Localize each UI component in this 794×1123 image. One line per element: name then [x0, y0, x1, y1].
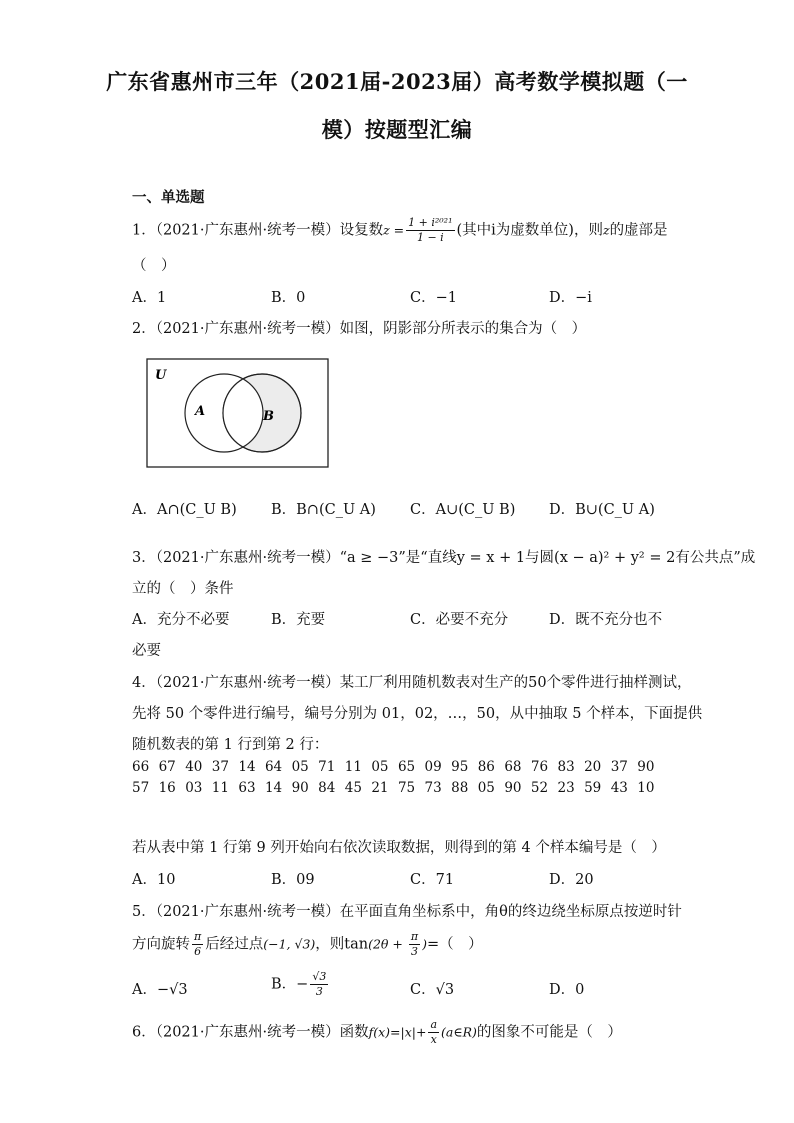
- q6-prefix: 6．（2021·广东惠州·统考一模）函数: [132, 1024, 369, 1041]
- q5-stem-line1: 5．（2021·广东惠州·统考一模）在平面直角坐标系中，角θ的终边绕坐标原点按逆时针: [132, 904, 682, 920]
- q1-option-b[interactable]: B．0: [271, 290, 306, 306]
- q4-option-d[interactable]: D．20: [549, 872, 594, 888]
- q3-option-a[interactable]: A．充分不必要: [132, 612, 230, 628]
- q1-suffix: 的虚部是: [609, 222, 668, 239]
- random-table-cell: 14: [264, 780, 283, 796]
- q5-option-b-den: 3: [315, 985, 323, 998]
- q2-stem: 2．（2021·广东惠州·统考一模）如图，阴影部分所表示的集合为（ ）: [132, 321, 587, 337]
- random-table-cell: 03: [185, 780, 203, 796]
- q5-option-b[interactable]: [271, 970, 330, 999]
- random-table-cell: 59: [584, 780, 602, 796]
- random-table-cell: 83: [557, 759, 575, 775]
- q1-frac-den: 1 − i: [416, 231, 444, 244]
- random-table-cell: 67: [158, 759, 176, 775]
- random-table-cell: 11: [211, 780, 229, 796]
- q3-stem-line2: 立的（ ）条件: [132, 581, 234, 597]
- q2-option-a[interactable]: A．A∩(C_U B): [132, 502, 237, 518]
- q4-stem-line1: 4．（2021·广东惠州·统考一模）某工厂利用随机数表对生产的50个零件进行抽样测试，: [132, 675, 692, 691]
- q5-pi3-num: π: [410, 930, 419, 943]
- random-table-cell: 40: [185, 759, 203, 775]
- venn-diagram: [146, 358, 330, 470]
- random-table-cell: 64: [264, 759, 283, 775]
- random-table-cell: 75: [397, 780, 416, 796]
- q6-fraction: [428, 1018, 439, 1047]
- q5-expr-end: ): [422, 936, 427, 952]
- random-table-cell: 57: [132, 780, 150, 796]
- random-table-cell: 90: [504, 780, 522, 796]
- q2-option-b[interactable]: B．B∩(C_U A): [271, 502, 376, 518]
- random-table-row-1: [132, 759, 664, 775]
- q3-stem-line1: 3．（2021·广东惠州·统考一模）“a ≥ −3”是“直线y = x + 1与圆(x − a)² + y² = 2有公共点”成: [132, 550, 756, 566]
- q5-option-a[interactable]: A．−√3: [132, 982, 188, 998]
- section-heading: 一、单选题: [132, 189, 205, 206]
- random-table-cell: 66: [132, 759, 150, 775]
- q1-stem: [132, 216, 668, 245]
- q1-option-c[interactable]: C．−1: [410, 290, 457, 306]
- random-table-cell: 43: [610, 780, 628, 796]
- random-table-cell: 90: [637, 759, 655, 775]
- q2-option-c[interactable]: C．A∪(C_U B): [410, 502, 516, 518]
- q4-stem-line2: 先将 50 个零件进行编号，编号分别为 01，02，…，50，从中抽取 5 个样本，下面提供: [132, 706, 703, 722]
- q5-option-b-prefix: B．−: [271, 976, 309, 993]
- q5-pi6-den: 6: [194, 945, 202, 958]
- q5-line2a: 方向旋转: [132, 936, 190, 953]
- q5-pi3-den: 3: [410, 945, 418, 958]
- q5-line2d: =（ ）: [427, 936, 483, 953]
- random-table-cell: 37: [610, 759, 628, 775]
- random-table-cell: 63: [238, 780, 256, 796]
- q5-stem-line2: [132, 930, 483, 959]
- q6-suffix: 的图象不可能是（ ）: [476, 1024, 622, 1041]
- random-table-row-2: [132, 780, 664, 796]
- venn-label-a: A: [195, 404, 206, 419]
- q5-option-b-fraction: [310, 970, 328, 999]
- venn-label-u: U: [155, 368, 167, 383]
- document-title-line2: 模）按题型汇编: [321, 117, 473, 142]
- random-table-cell: 73: [424, 780, 442, 796]
- random-table-cell: 14: [238, 759, 256, 775]
- q5-option-b-num: √3: [312, 970, 327, 983]
- q6-frac-num: a: [430, 1018, 438, 1031]
- random-table-cell: 05: [371, 759, 389, 775]
- q4-stem-line3: 随机数表的第 1 行到第 2 行：: [132, 737, 329, 753]
- document-title-line1: 广东省惠州市三年（2021届-2023届）高考数学模拟题（一: [106, 69, 688, 94]
- q3-option-d-overflow: 必要: [132, 643, 161, 659]
- random-table-cell: 37: [211, 759, 229, 775]
- q1-paren: （ ）: [132, 258, 176, 274]
- q1-prefix: 1．（2021·广东惠州·统考一模）设复数: [132, 222, 384, 239]
- q5-option-d[interactable]: D．0: [549, 982, 585, 998]
- q1-z: z: [602, 222, 610, 238]
- q4-option-b[interactable]: B．09: [271, 872, 315, 888]
- random-table-cell: 86: [477, 759, 495, 775]
- random-table-cell: 84: [318, 780, 336, 796]
- random-table-cell: 68: [504, 759, 522, 775]
- random-table-cell: 95: [451, 759, 469, 775]
- q6-frac-den: x: [430, 1033, 437, 1046]
- random-table-cell: 05: [291, 759, 309, 775]
- q5-expr: (2θ +: [368, 936, 407, 952]
- random-table-cell: 10: [637, 780, 655, 796]
- q1-fraction: [406, 216, 454, 245]
- random-table-cell: 16: [158, 780, 176, 796]
- q5-line2c: ，则tan: [315, 936, 369, 953]
- random-table-cell: 76: [530, 759, 549, 775]
- q5-point: (−1, √3): [263, 936, 316, 952]
- random-table-cell: 65: [397, 759, 416, 775]
- q5-pi6-num: π: [194, 930, 202, 943]
- q1-option-a[interactable]: A．1: [132, 290, 167, 306]
- q6-func: f(x)=|x|+: [368, 1024, 427, 1040]
- q5-pi6-fraction: [192, 930, 203, 959]
- q6-cond: (a∈R): [441, 1024, 477, 1040]
- q3-option-c[interactable]: C．必要不充分: [410, 612, 509, 628]
- random-table-cell: 52: [530, 780, 549, 796]
- random-table-cell: 45: [344, 780, 362, 796]
- q1-z-eq: z =: [383, 222, 405, 238]
- q5-pi3-fraction: [409, 930, 420, 959]
- q4-stem-line4: 若从表中第 1 行第 9 列开始向右依次读取数据，则得到的第 4 个样本编号是（ ）: [132, 840, 666, 856]
- random-table-cell: 88: [451, 780, 469, 796]
- q1-frac-num: 1 + i²⁰²¹: [408, 216, 453, 229]
- random-table-cell: 20: [584, 759, 602, 775]
- random-table-cell: 71: [318, 759, 336, 775]
- q1-mid: (其中i为虚数单位)，则: [456, 222, 603, 239]
- random-table-cell: 23: [557, 780, 575, 796]
- q4-option-a[interactable]: A．10: [132, 872, 176, 888]
- random-table-cell: 11: [344, 759, 362, 775]
- q4-option-c[interactable]: C．71: [410, 872, 455, 888]
- venn-label-b: B: [263, 409, 274, 424]
- q5-line2b: 后经过点: [205, 936, 264, 953]
- random-table-cell: 90: [291, 780, 309, 796]
- random-table-cell: 09: [424, 759, 442, 775]
- q1-option-d[interactable]: D．−i: [549, 290, 592, 306]
- q2-option-d[interactable]: D．B∪(C_U A): [549, 502, 655, 518]
- q6-stem: [132, 1018, 622, 1047]
- q3-option-d[interactable]: D．既不充分也不: [549, 612, 663, 628]
- random-table-cell: 05: [477, 780, 495, 796]
- q5-option-c[interactable]: C．√3: [410, 982, 455, 998]
- random-table-cell: 21: [371, 780, 389, 796]
- q3-option-b[interactable]: B．充要: [271, 612, 326, 628]
